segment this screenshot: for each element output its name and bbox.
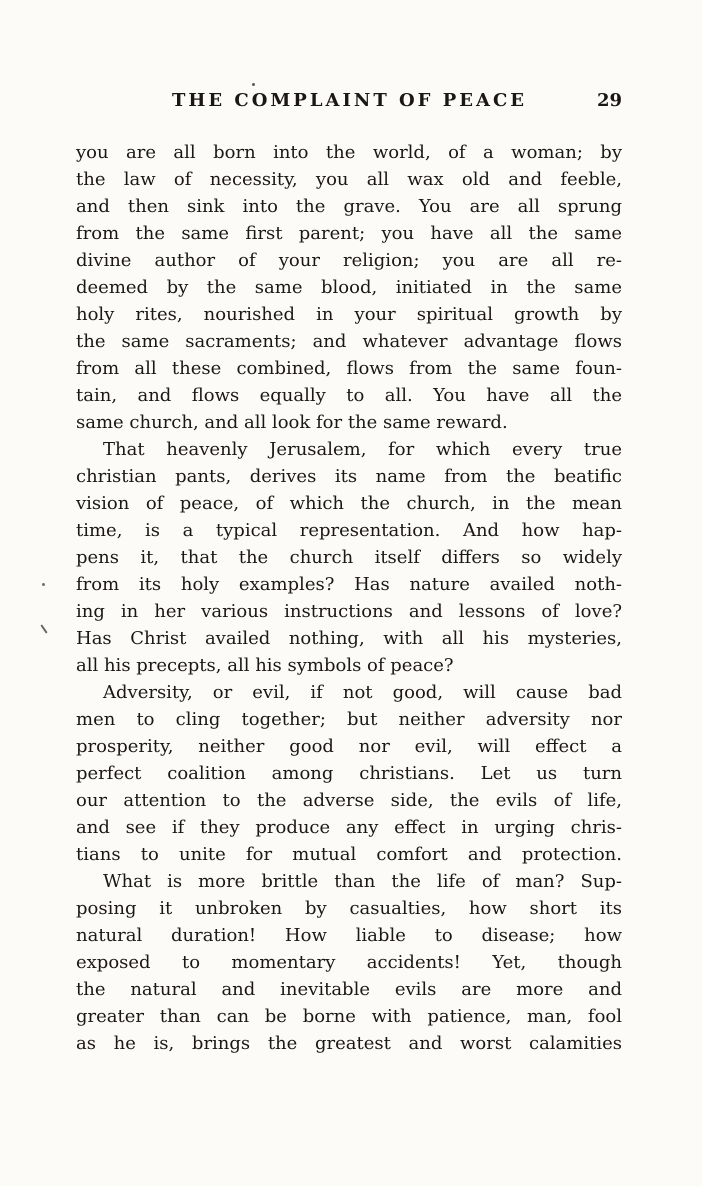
body-text	[76, 139, 622, 1057]
text-line: tain, and flows equally to all. You have all the	[76, 385, 622, 406]
text-line: vision of peace, of which the church, in the mean	[76, 493, 622, 514]
text-line: from all these combined, flows from the same foun-	[76, 358, 622, 379]
text-line: tians to unite for mutual comfort and protection.	[76, 844, 622, 865]
text-line: and see if they produce any effect in urging chris-	[76, 817, 622, 838]
scan-mark	[40, 624, 47, 633]
scan-speck	[252, 83, 255, 86]
paragraph	[76, 436, 622, 679]
text-line: prosperity, neither good nor evil, will effect a	[76, 736, 622, 757]
text-line: pens it, that the church itself differs so widely	[76, 547, 622, 568]
text-line: perfect coalition among christians. Let us turn	[76, 763, 622, 784]
text-line: christian pants, derives its name from the beatific	[76, 466, 622, 487]
text-line: men to cling together; but neither adversity nor	[76, 709, 622, 730]
running-title: THE COMPLAINT OF PEACE	[171, 90, 527, 111]
paragraph	[76, 868, 622, 1057]
paragraph	[76, 679, 622, 868]
text-line: you are all born into the world, of a woman; by	[76, 142, 622, 163]
text-line: ing in her various instructions and lessons of love?	[76, 601, 622, 622]
text-line: time, is a typical representation. And how hap-	[76, 520, 622, 541]
text-line: the same sacraments; and whatever advantage flows	[76, 331, 622, 352]
page-header	[77, 90, 622, 114]
text-line: the law of necessity, you all wax old and feeble,	[76, 169, 622, 190]
text-line: That heavenly Jerusalem, for which every true	[103, 439, 622, 460]
text-line: deemed by the same blood, initiated in the same	[76, 277, 622, 298]
text-line: holy rites, nourished in your spiritual growth by	[76, 304, 622, 325]
text-line: our attention to the adverse side, the evils of life,	[76, 790, 622, 811]
text-line: same church, and all look for the same reward.	[76, 412, 508, 433]
text-line: What is more brittle than the life of man? Sup-	[103, 871, 622, 892]
text-line: natural duration! How liable to disease; how	[76, 925, 622, 946]
text-line: divine author of your religion; you are all re-	[76, 250, 622, 271]
text-line: Adversity, or evil, if not good, will cause bad	[103, 682, 622, 703]
text-line: Has Christ availed nothing, with all his mysteries,	[76, 628, 622, 649]
text-line: greater than can be borne with patience, man, fool	[76, 1006, 622, 1027]
text-line: exposed to momentary accidents! Yet, though	[76, 952, 622, 973]
paragraph	[76, 139, 622, 436]
text-line: from the same first parent; you have all the same	[76, 223, 622, 244]
text-line: the natural and inevitable evils are more and	[76, 979, 622, 1000]
text-line: posing it unbroken by casualties, how short its	[76, 898, 622, 919]
scan-speck	[42, 583, 45, 586]
text-line: and then sink into the grave. You are all sprung	[76, 196, 622, 217]
text-line: as he is, brings the greatest and worst calamities	[76, 1033, 622, 1054]
text-line: all his precepts, all his symbols of peace?	[76, 655, 454, 676]
text-line: from its holy examples? Has nature availed noth-	[76, 574, 622, 595]
page-number: 29	[596, 90, 622, 111]
